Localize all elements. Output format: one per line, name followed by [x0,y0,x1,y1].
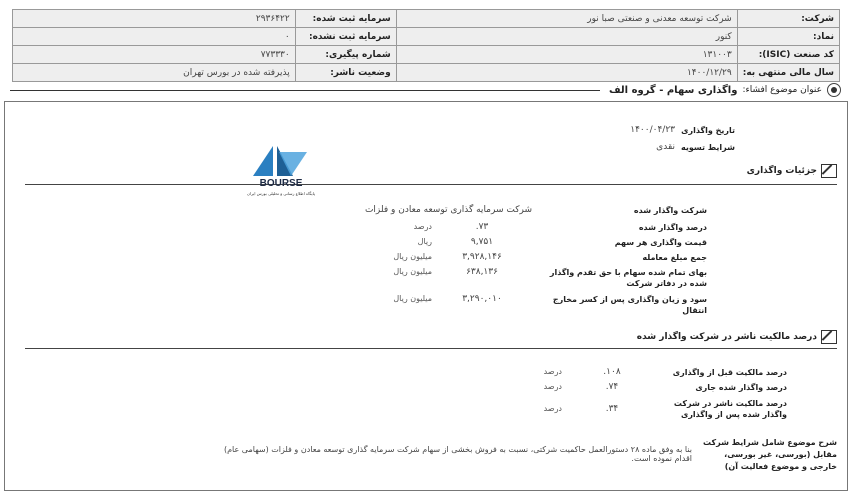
company-value: شرکت توسعه معدنی و صنعتی صبا نور [396,10,737,28]
details-row [372,252,707,263]
capital-unregistered-value: ۰ [13,28,296,46]
ownership-row-unit: درصد [543,382,562,391]
details-row-unit: درصد [413,222,432,231]
description-value: بنا به وفق ماده ۲۸ دستورالعمل حاکمیت شرکتی، نسبت به فروش بخشی از سهام شرکت سرمایه گذاری توسعه معادن و فلزات (سهامی عام) اقدام نموده است. [223,445,692,463]
edit-icon [821,330,837,344]
symbol-label: نماد: [737,28,839,46]
date-label: تاریخ واگذاری [681,126,735,135]
details-row-value: ۶۳۸,۱۳۶ [466,267,498,277]
settlement-row [575,142,735,153]
description-label: شرح موضوع شامل شرایط شرکت مقابل (بورسی، غیر بورسی، خارجی و موضوع فعالیت آن) [702,438,837,471]
symbol-value: کنور [396,28,737,46]
details-row-unit: میلیون ریال [393,294,432,303]
logo-text: BOURSE [259,178,303,189]
details-row [372,294,707,316]
publisher-status-label: وضعیت ناشر: [295,64,396,82]
details-row-unit: ریال [417,237,432,246]
ownership-title-text: درصد مالکیت ناشر در شرکت واگذار شده [636,332,817,342]
bourse-logo [245,142,317,200]
ownership-row-unit: درصد [543,367,562,376]
target-icon [827,83,841,97]
details-row-label: قیمت واگذاری هر سهم [614,238,707,247]
isic-value: ۱۳۱۰۰۳ [396,46,737,64]
details-row-unit: میلیون ریال [393,252,432,261]
ownership-row-unit: درصد [543,404,562,413]
ownership-row-value: ۳۴. [605,404,619,414]
details-row-label: جمع مبلغ معامله [642,253,707,262]
capital-registered-label: سرمایه ثبت شده: [295,10,396,28]
ownership-section-title [637,330,837,344]
ownership-row-value: ۷۴. [605,382,619,392]
details-row-value: ۳,۲۹۰,۰۱۰ [462,294,502,304]
ownership-row [502,367,787,378]
subject-bar [10,82,841,98]
transferred-company-row [332,205,707,216]
isic-label: کد صنعت (ISIC): [737,46,839,64]
subject-value: واگذاری سهام - گروه الف [609,84,738,96]
company-label: شرکت: [737,10,839,28]
details-row-unit: میلیون ریال [393,267,432,276]
details-row-value: ۳,۹۲۸,۱۴۶ [462,252,502,262]
ownership-row [502,382,787,393]
transferred-company-value: شرکت سرمایه گذاری توسعه معادن و فلزات [364,205,532,215]
subject-divider [10,90,600,91]
transferred-company-label: شرکت واگذار شده [633,206,707,215]
details-row-value: ۹,۷۵۱ [470,237,494,247]
capital-registered-value: ۲۹۳۶۴۲۲ [13,10,296,28]
settlement-label: شرایط تسویه [681,143,735,152]
ownership-row-label: درصد مالکیت قبل از واگذاری [672,368,787,377]
date-value: ۱۴۰۰/۰۴/۲۳ [630,125,675,135]
logo-caption: پایگاه اطلاع رسانی و تحلیلی بورس ایران [247,191,315,196]
settlement-value: نقدی [656,142,675,152]
details-row-label: درصد واگذار شده [638,223,707,232]
ownership-divider [25,348,837,349]
bourse-logo-graphic [245,142,317,200]
subject-label: عنوان موضوع افشاء: [742,85,822,95]
tracking-value: ۷۷۳۳۳۰ [13,46,296,64]
details-divider [25,184,837,185]
header-table [12,9,840,82]
details-row-label: سود و زیان واگذاری پس از کسر مخارج انتقال [552,295,707,315]
fiscal-year-value: ۱۴۰۰/۱۲/۲۹ [396,64,737,82]
details-row [372,222,707,233]
details-row-value: ۷۳. [475,222,489,232]
fiscal-year-label: سال مالی منتهی به: [737,64,839,82]
capital-unregistered-label: سرمایه ثبت نشده: [295,28,396,46]
ownership-row-label: درصد واگذار شده جاری [695,383,787,392]
details-section-title [747,164,837,178]
edit-icon [821,164,837,178]
publisher-status-value: پذیرفته شده در بورس تهران [13,64,296,82]
ownership-row-value: ۱۰۸. [603,367,621,377]
tracking-label: شماره پیگیری: [295,46,396,64]
details-row-label: بهای تمام شده سهام با حق تقدم واگذار شده در دفاتر شرکت [549,268,707,288]
ownership-row-label: درصد مالکیت ناشر در شرکت واگذار شده پس از واگذاری [673,399,787,419]
date-row [575,125,735,136]
details-title-text: جزئیات واگذاری [746,166,817,176]
report-box [4,101,848,491]
ownership-row [502,398,787,420]
details-row [372,267,707,289]
details-row [372,237,707,248]
